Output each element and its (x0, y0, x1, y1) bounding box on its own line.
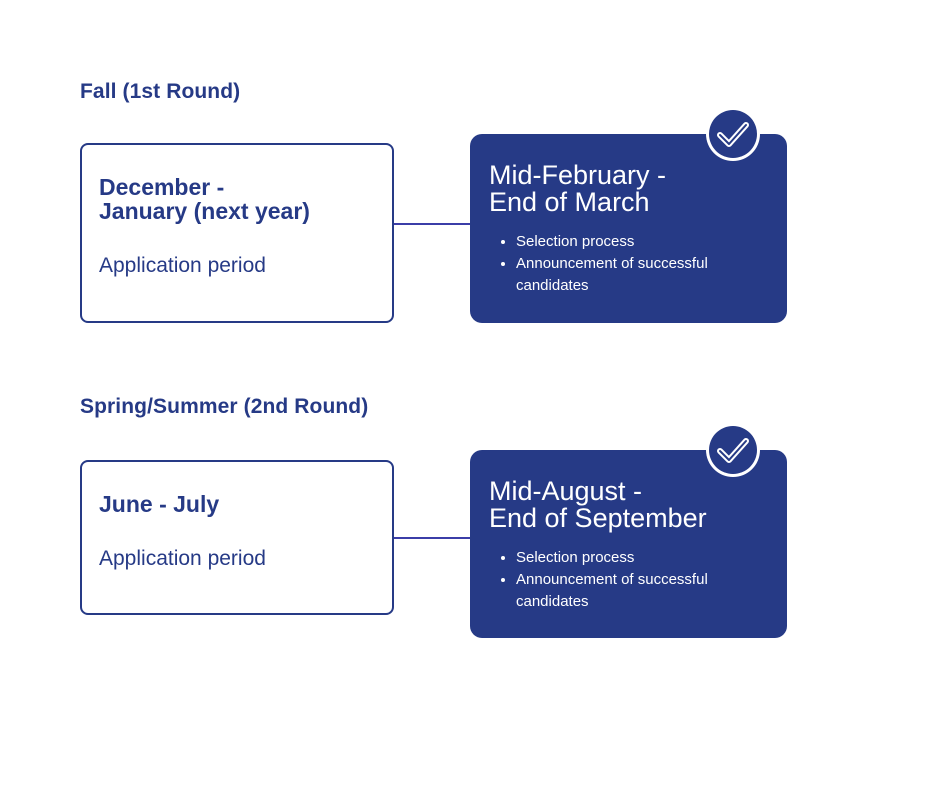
application-date: December - January (next year) (99, 174, 310, 224)
list-item: • Announcement of successful candidates (516, 253, 776, 297)
application-date: June - July (99, 491, 220, 517)
selection-period-box (470, 450, 787, 638)
selection-list (496, 547, 776, 613)
application-label: Application period (99, 547, 266, 570)
check-circle-icon (705, 422, 761, 478)
round-title: Spring/Summer (2nd Round) (80, 395, 369, 418)
application-period-box (80, 143, 394, 323)
application-period-box (80, 460, 394, 615)
application-label: Application period (99, 254, 266, 277)
selection-list (496, 231, 776, 297)
check-circle-icon (705, 106, 761, 162)
list-item: • Selection process (516, 231, 776, 253)
connector-line (394, 223, 472, 225)
round-fall (0, 80, 940, 340)
selection-date: Mid-August - End of September (489, 476, 707, 533)
connector-line (394, 537, 472, 539)
selection-period-box (470, 134, 787, 323)
list-item: • Selection process (516, 547, 776, 569)
round-spring-summer (0, 395, 940, 655)
selection-date: Mid-February - End of March (489, 160, 667, 217)
list-item: • Announcement of successful candidates (516, 569, 776, 613)
round-title: Fall (1st Round) (80, 80, 241, 103)
